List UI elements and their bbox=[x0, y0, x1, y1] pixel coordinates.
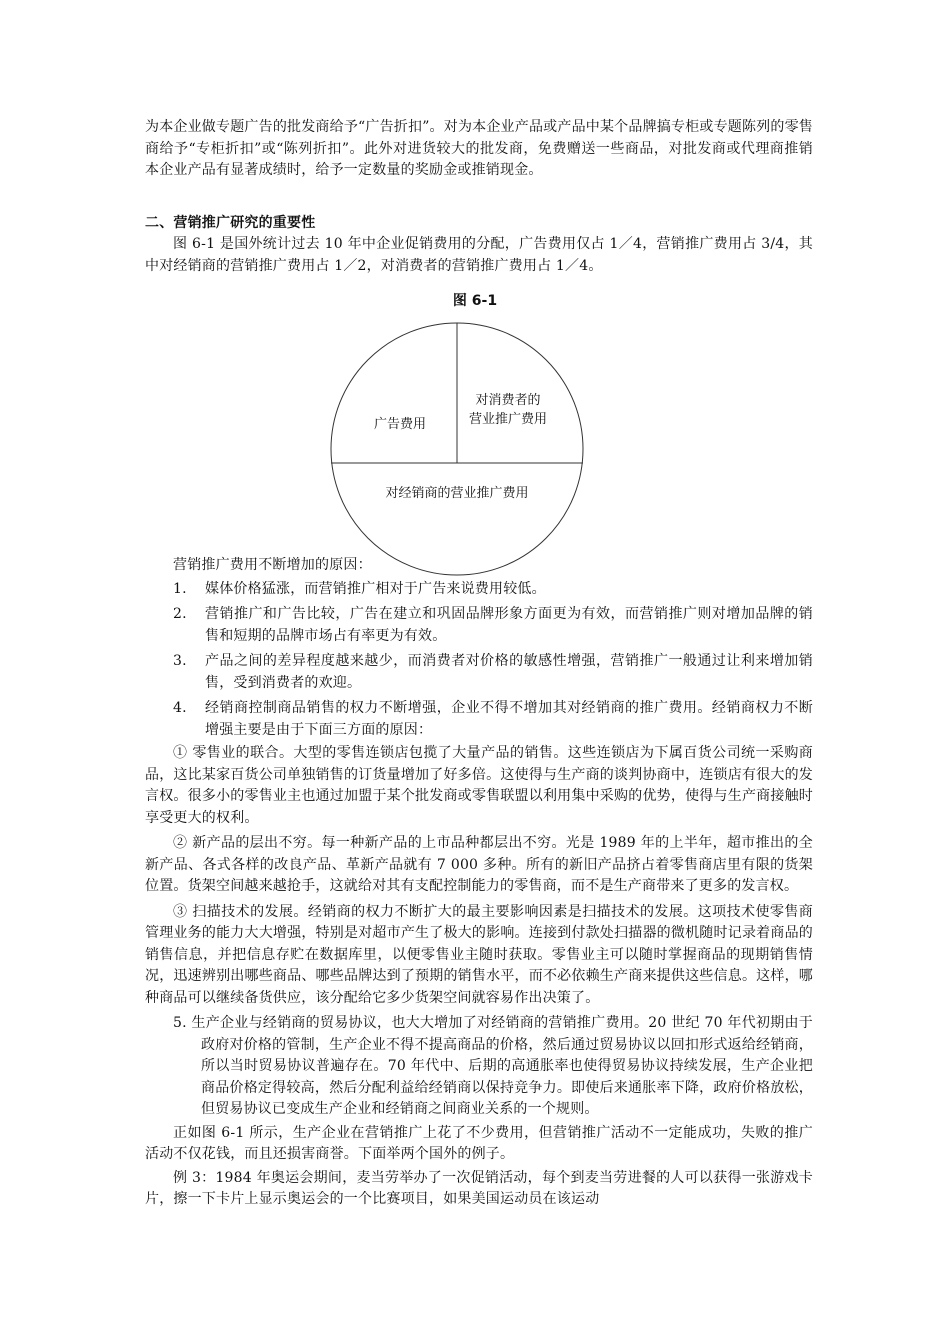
pie-label-consumer-line1: 对消费者的 bbox=[475, 393, 541, 408]
list-number: 3. bbox=[173, 653, 187, 669]
sub-reason-scanning: ③ 扫描技术的发展。经销商的权力不断扩大的最主要影响因素是扫描技术的发展。这项技术使零售商管理业务的能力大大增强，特别是对超市产生了极大的影响。连接到付款处扫描器的微机随时记录着商品的销售信息，并把信息存贮在数据库里，以便零售业主随时获取。零售业主可以随时掌握商品的现期销售情况，迅速辨别出哪些商品、哪些品牌达到了预期的销售水平，而不必依赖生产商来提供这些信息。这样，哪种商品可以继续备货供应，该分配给它多少货架空间就容易作出决策了。 bbox=[145, 903, 813, 1006]
text-block-bottom bbox=[145, 555, 813, 1211]
sub-reason-retail-union: ① 零售业的联合。大型的零售连锁店包揽了大量产品的销售。这些连锁店为下属百货公司统一采购商品，这比某家百货公司单独销售的订货量增加了好多倍。这使得与生产商的谈判协商中，连锁店有很大的发言权。很多小的零售业主也通过加盟于某个批发商或零售联盟以利用集中采购的优势，使得与生产商接触时享受更大的权利。 bbox=[145, 745, 813, 826]
section-heading: 二、营销推广研究的重要性 bbox=[145, 214, 316, 231]
list-text: 产品之间的差异程度越来越少，而消费者对价格的敏感性增强，营销推广一般通过让利来增加销售，受到消费者的欢迎。 bbox=[205, 653, 813, 691]
pie-chart bbox=[320, 320, 600, 580]
list-number: 2. bbox=[173, 606, 187, 622]
figure-title: 图 6-1 bbox=[452, 293, 498, 309]
reason-5: 5. 生产企业与经销商的贸易协议，也大大增加了对经销商的营销推广费用。20 世纪 70 年代初期由于政府对价格的管制，生产企业不得不提高商品的价格，然后通过贸易协议以回扣形式返给经销商，所以当时贸易协议普遍存在。70 年代中、后期的高通胀率也使得贸易协议持续发展，生产企业把商品价格定得较高，然后分配利益给经销商以保持竞争力。即使后来通胀率下降，政府价格放松，但贸易协议已变成生产企业和经销商之间商业关系的一个规则。 bbox=[173, 1015, 813, 1117]
list-item bbox=[145, 604, 813, 647]
sub-reason-new-products: ② 新产品的层出不穷。每一种新产品的上市品种都层出不穷。光是 1989 年的上半年，超市推出的全新产品、各式各样的改良产品、革新产品就有 7 000 多种。所有的新旧产品挤占着零售商店里有限的货架位置。货架空间越来越抢手，这就给对其有支配控制能力的零售商，而不是生产商带来了更多的发言权。 bbox=[145, 835, 813, 894]
pie-label-advertising: 广告费用 bbox=[373, 417, 427, 432]
conclusion-paragraph: 正如图 6-1 所示，生产企业在营销推广上花了不少费用，但营销推广活动不一定能成功，失败的推广活动不仅花钱，而且还损害商誉。下面举两个国外的例子。 bbox=[145, 1124, 813, 1162]
intro-paragraph: 为本企业做专题广告的批发商给予“广告折扣”。对为本企业产品或产品中某个品牌搞专柜或专题陈列的零售商给予“专柜折扣”或“陈列折扣”。此外对进货较大的批发商，免费赠送一些商品，对批发商或代理商推销本企业产品有显著成绩时，给予一定数量的奖励金或推销现金。 bbox=[145, 119, 813, 178]
list-item bbox=[145, 698, 813, 741]
reasons-lead: 营销推广费用不断增加的原因： bbox=[173, 557, 372, 573]
list-text: 媒体价格猛涨，而营销推广相对于广告来说费用较低。 bbox=[205, 580, 546, 597]
section-intro: 图 6-1 是国外统计过去 10 年中企业促销费用的分配，广告费用仅占 1／4，营销推广费用占 3/4，其中对经销商的营销推广费用占 1／2，对消费者的营销推广费用占 1／4。 bbox=[145, 236, 813, 274]
text-block-top bbox=[145, 117, 813, 277]
list-text: 营销推广和广告比较，广告在建立和巩固品牌形象方面更为有效，而营销推广则对增加品牌的销售和短期的品牌市场占有率更为有效。 bbox=[205, 606, 813, 644]
list-number: 4. bbox=[173, 700, 187, 716]
list-number: 1. bbox=[173, 580, 187, 597]
list-item bbox=[145, 651, 813, 694]
list-item bbox=[145, 579, 813, 601]
list-text: 经销商控制商品销售的权力不断增强，企业不得不增加其对经销商的推广费用。经销商权力不断增强主要是由于下面三方面的原因： bbox=[205, 700, 813, 738]
example-3-paragraph: 例 3：1984 年奥运会期间，麦当劳举办了一次促销活动，每个到麦当劳进餐的人可以获得一张游戏卡片，擦一下卡片上显示奥运会的一个比赛项目，如果美国运动员在该运动 bbox=[145, 1169, 813, 1207]
pie-label-consumer-line2: 营业推广费用 bbox=[468, 412, 548, 427]
pie-label-dealer: 对经销商的营业推广费用 bbox=[385, 486, 529, 501]
